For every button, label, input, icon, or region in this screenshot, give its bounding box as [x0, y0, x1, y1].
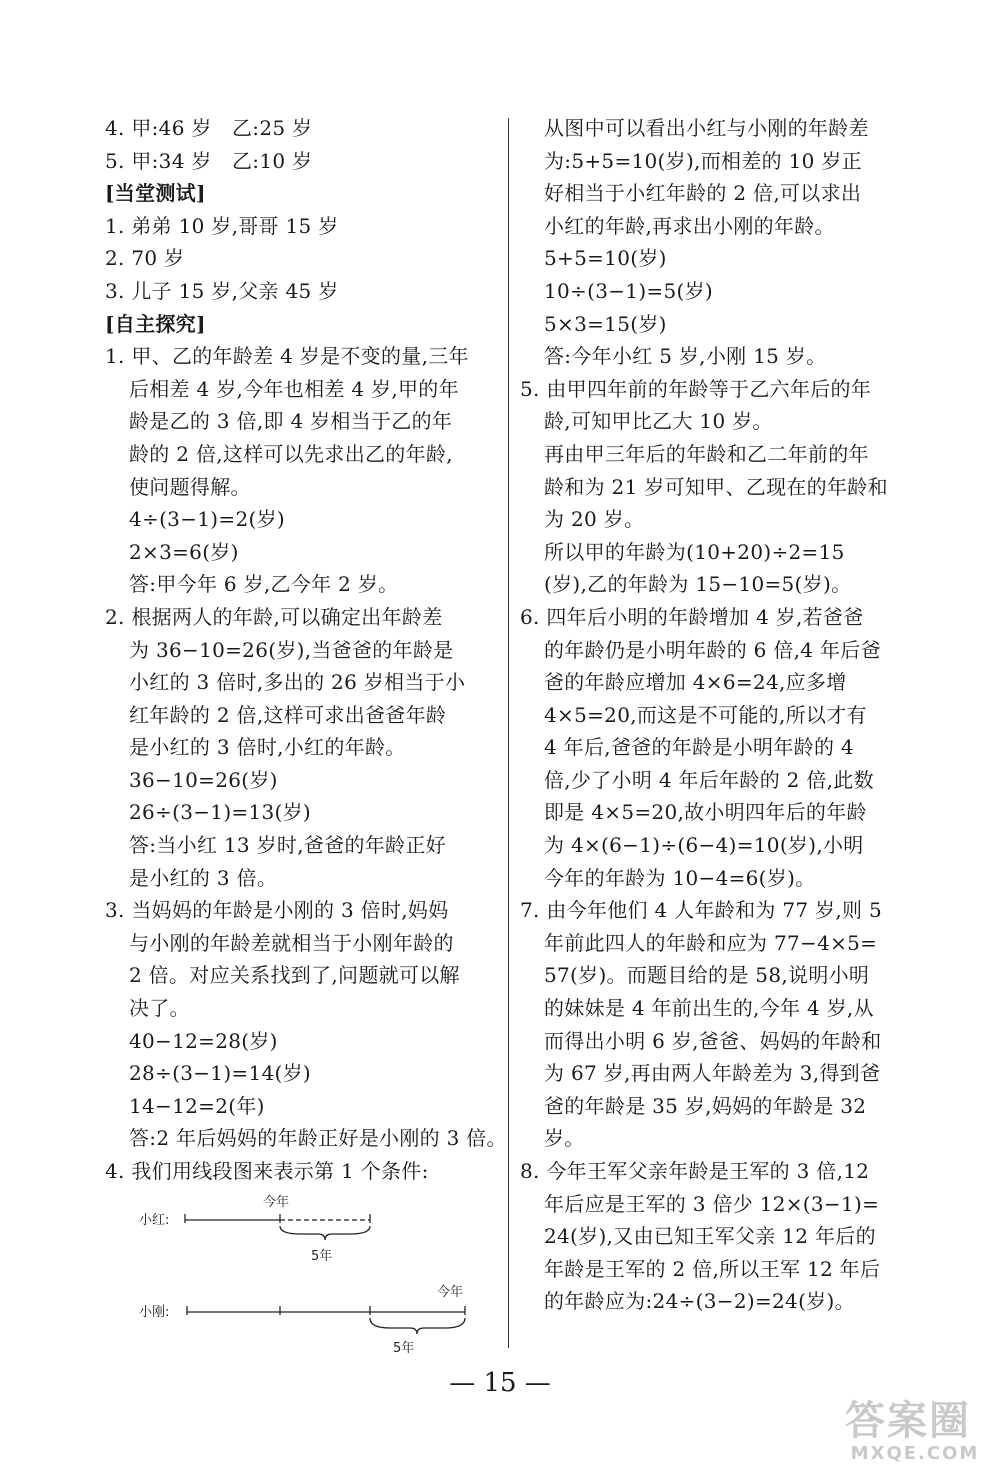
answer-line: 为 20 岁。: [544, 507, 645, 532]
answer-line: 2 倍。对应关系找到了,问题就可以解: [129, 963, 460, 988]
answer-line: 14−12=2(年): [129, 1093, 265, 1118]
section-heading: [自主探究]: [105, 311, 206, 336]
answer-line: 1. 甲、乙的年龄差 4 岁是不变的量,三年: [105, 344, 469, 369]
answer-line: 为:5+5=10(岁),而相差的 10 岁正: [544, 148, 862, 173]
answer-line: 8. 今年王军父亲年龄是王军的 3 倍,12: [520, 1159, 870, 1183]
answer-line: 4 年后,爸爸的年龄是小明年龄的 4: [544, 735, 854, 760]
answer-line: 3. 儿子 15 岁,父亲 45 岁: [105, 278, 339, 303]
page-number: — 15 —: [449, 1368, 551, 1398]
answer-line: 再由甲三年后的年龄和乙二年前的年: [544, 441, 869, 466]
answer-line: 的年龄仍是小明年龄的 6 倍,4 年后爸: [544, 637, 881, 662]
answer-line: 40−12=28(岁): [129, 1028, 278, 1053]
line-segment-diagram: [105, 1188, 500, 1368]
section-heading: [当堂测试]: [105, 181, 206, 206]
answer-line: 与小刚的年龄差就相当于小刚年龄的: [129, 930, 454, 955]
answer-line: 为 36−10=26(岁),当爸爸的年龄是: [129, 637, 454, 662]
answer-line: 即是 4×5=20,故小明四年后的年龄: [544, 800, 867, 825]
answer-line: 2. 根据两人的年龄,可以确定出年龄差: [105, 604, 443, 629]
answer-line: 是小红的 3 倍时,小红的年龄。: [129, 735, 406, 760]
answer-line: 答:甲今年 6 岁,乙今年 2 岁。: [129, 572, 399, 597]
answer-line: 2×3=6(岁): [129, 539, 239, 564]
answer-line: 5×3=15(岁): [544, 311, 667, 336]
answer-line: 1. 弟弟 10 岁,哥哥 15 岁: [105, 213, 339, 238]
watermark-url: MXQE.COM: [850, 1443, 980, 1464]
answer-line: (岁),乙的年龄为 15−10=5(岁)。: [544, 572, 852, 597]
answer-line: 答:当小红 13 岁时,爸爸的年龄正好: [129, 833, 446, 858]
answer-line: 4. 我们用线段图来表示第 1 个条件:: [105, 1159, 429, 1183]
answer-line: 爸的年龄是 35 岁,妈妈的年龄是 32: [544, 1093, 867, 1118]
answer-line: 好相当于小红年龄的 2 倍,可以求出: [544, 181, 862, 206]
answer-line: 龄的 2 倍,这样可以先求出乙的年龄,: [129, 441, 453, 466]
answer-line: 爸的年龄应增加 4×6=24,应多增: [544, 670, 847, 695]
answer-line: 红年龄的 2 倍,这样可求出爸爸年龄: [129, 702, 447, 727]
answer-line: 5+5=10(岁): [544, 246, 667, 271]
right-column: [520, 112, 920, 1318]
answer-line: 今年的年龄为 10−4=6(岁)。: [544, 865, 816, 890]
answer-line: 龄和为 21 岁可知甲、乙现在的年龄和: [544, 474, 888, 499]
answer-line: 5. 由甲四年前的年龄等于乙六年后的年: [520, 376, 872, 401]
xiaohong-brace: [280, 1226, 370, 1240]
answer-line: 2. 70 岁: [105, 246, 185, 271]
answer-line: 6. 四年后小明的年龄增加 4 岁,若爸爸: [520, 604, 864, 629]
answer-line: 所以甲的年龄为(10+20)÷2=15: [544, 539, 845, 564]
answer-line: 57(岁)。而题目给的是 58,说明小明: [544, 963, 870, 988]
answer-line: 4÷(3−1)=2(岁): [129, 507, 285, 532]
answer-line: 3. 当妈妈的年龄是小刚的 3 倍时,妈妈: [105, 898, 449, 923]
answer-line: 年前此四人的年龄和应为 77−4×5=: [544, 930, 878, 955]
answer-line: 倍,少了小明 4 年后年龄的 2 倍,此数: [544, 767, 874, 792]
answer-line: 10÷(3−1)=5(岁): [544, 278, 714, 303]
label-5nian-xiaogang: 5年: [393, 1340, 415, 1356]
label-jinnian-xiaogang: 今年: [437, 1284, 464, 1300]
answer-line: 的妹妹是 4 年前出生的,今年 4 岁,从: [544, 996, 874, 1021]
left-column: [105, 112, 507, 1368]
answer-line: 答:2 年后妈妈的年龄正好是小刚的 3 倍。: [129, 1126, 507, 1151]
answer-line: 28÷(3−1)=14(岁): [129, 1061, 312, 1086]
answer-line: 4. 甲:46 岁 乙:25 岁: [105, 116, 313, 140]
answer-line: 从图中可以看出小红与小刚的年龄差: [544, 116, 869, 140]
answer-line: 龄是乙的 3 倍,即 4 岁相当于乙的年: [129, 409, 453, 434]
answer-line: 为 4×(6−1)÷(6−4)=10(岁),小明: [544, 833, 864, 858]
label-5nian-xiaohong: 5年: [311, 1248, 333, 1264]
answer-line: 后相差 4 岁,今年也相差 4 岁,甲的年: [129, 376, 459, 401]
watermark-logo: [845, 1399, 985, 1469]
answer-line: 26÷(3−1)=13(岁): [129, 800, 312, 825]
answer-line: 而得出小明 6 岁,爸爸、妈妈的年龄和: [544, 1028, 882, 1053]
answer-line: 是小红的 3 倍。: [129, 865, 278, 890]
answer-line: 小红的 3 倍时,多出的 26 岁相当于小: [129, 670, 466, 695]
segment-diagram-svg: [135, 1188, 495, 1368]
answer-line: 年后应是王军的 3 倍少 12×(3−1)=: [544, 1191, 880, 1216]
answer-line: 24(岁),又由已知王军父亲 12 年后的: [544, 1224, 876, 1249]
label-xiaohong: 小红:: [139, 1212, 170, 1228]
answer-line: 使问题得解。: [129, 474, 251, 499]
label-jinnian-xiaohong: 今年: [263, 1194, 290, 1210]
answer-line: 的年龄应为:24÷(3−2)=24(岁)。: [544, 1289, 855, 1314]
answer-line: 年龄是王军的 2 倍,所以王军 12 年后: [544, 1256, 881, 1281]
answer-line: 小红的年龄,再求出小刚的年龄。: [544, 213, 835, 238]
answer-line: 答:今年小红 5 岁,小刚 15 岁。: [544, 344, 827, 369]
watermark-title: 答案圈: [845, 1398, 971, 1444]
column-divider: [508, 118, 509, 1348]
answer-line: 龄,可知甲比乙大 10 岁。: [544, 409, 773, 434]
answer-line: 7. 由今年他们 4 人年龄和为 77 岁,则 5: [520, 898, 882, 923]
answer-line: 36−10=26(岁): [129, 767, 278, 792]
answer-line: 5. 甲:34 岁 乙:10 岁: [105, 148, 313, 173]
answer-line: 4×5=20,而这是不可能的,所以才有: [544, 702, 867, 727]
xiaogang-brace: [370, 1318, 465, 1334]
answer-line: 为 67 岁,再由两人年龄差为 3,得到爸: [544, 1061, 881, 1086]
label-xiaogang: 小刚:: [139, 1304, 170, 1320]
answer-line: 岁。: [544, 1126, 585, 1151]
answer-line: 决了。: [129, 996, 190, 1021]
